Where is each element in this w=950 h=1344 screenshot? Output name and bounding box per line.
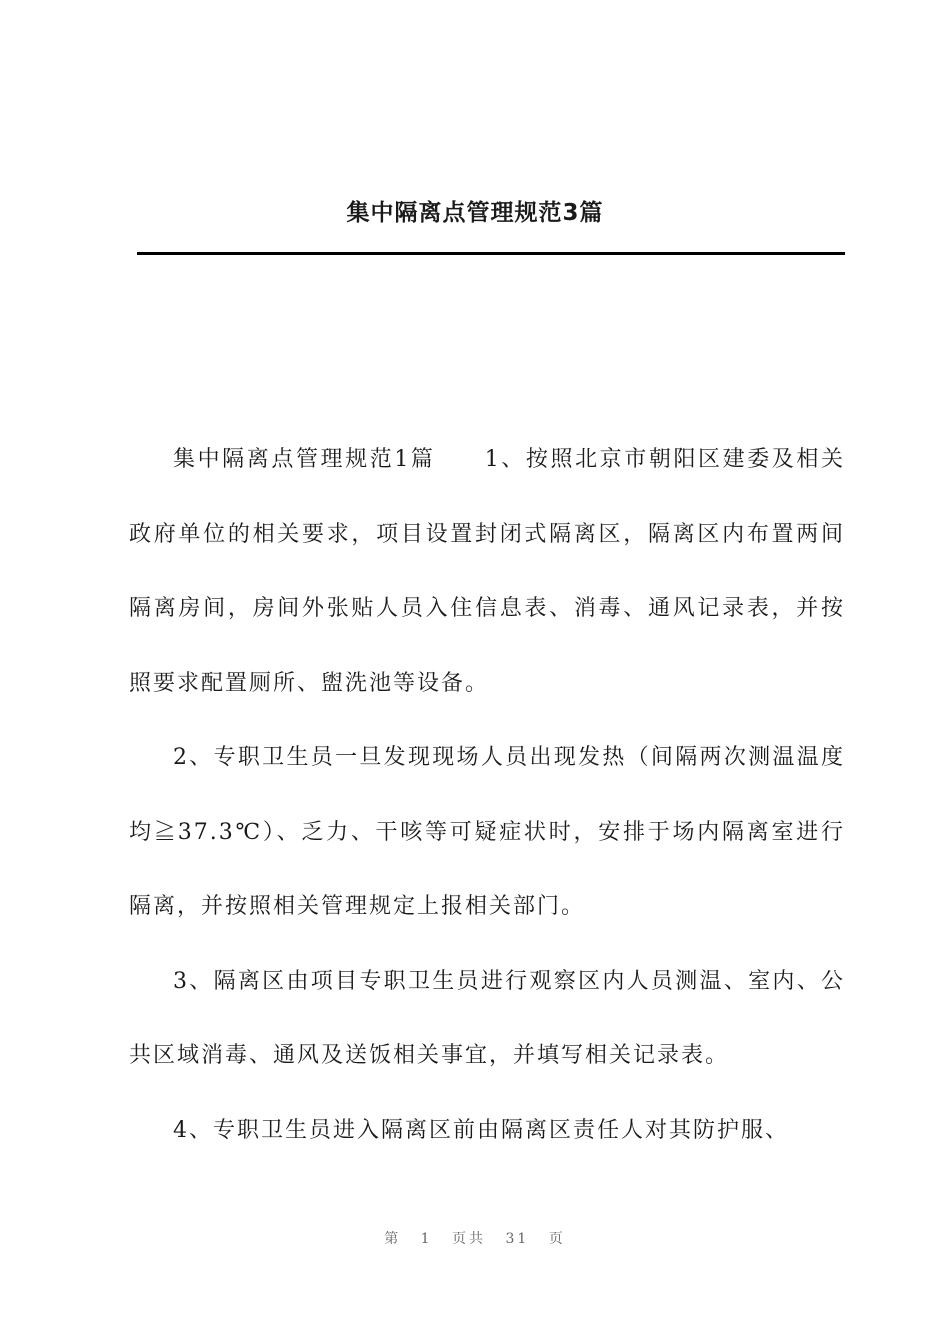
footer-total-pages: 31 bbox=[505, 1231, 530, 1247]
document-title: 集中隔离点管理规范3篇 bbox=[346, 200, 604, 226]
paragraph-1: 集中隔离点管理规范1篇 1、按照北京市朝阳区建委及相关政府单位的相关要求，项目设置封闭式隔离区，隔离区内布置两间隔离房间，房间外张贴人员入住信息表、消毒、通风记录表，并按照要求配置厕所、盥洗池等设备。 bbox=[129, 447, 845, 696]
footer-current-page: 1 bbox=[420, 1231, 433, 1247]
footer-middle: 页共 bbox=[452, 1231, 487, 1247]
paragraph-2: 2、专职卫生员一旦发现现场人员出现发热（间隔两次测温温度均≧37.3℃）、乏力、干咳等可疑症状时，安排于场内隔离室进行隔离，并按照相关管理规定上报相关部门。 bbox=[129, 745, 845, 919]
document-body bbox=[129, 423, 845, 1168]
page-number-footer bbox=[0, 1228, 950, 1248]
paragraph-3: 3、隔离区由项目专职卫生员进行观察区内人员测温、室内、公共区域消毒、通风及送饭相关事宜，并填写相关记录表。 bbox=[129, 968, 845, 1068]
title-underline bbox=[137, 252, 845, 255]
paragraph-4: 4、专职卫生员进入隔离区前由隔离区责任人对其防护服、 bbox=[173, 1117, 789, 1143]
footer-suffix: 页 bbox=[548, 1231, 566, 1247]
footer-prefix: 第 bbox=[384, 1231, 402, 1247]
